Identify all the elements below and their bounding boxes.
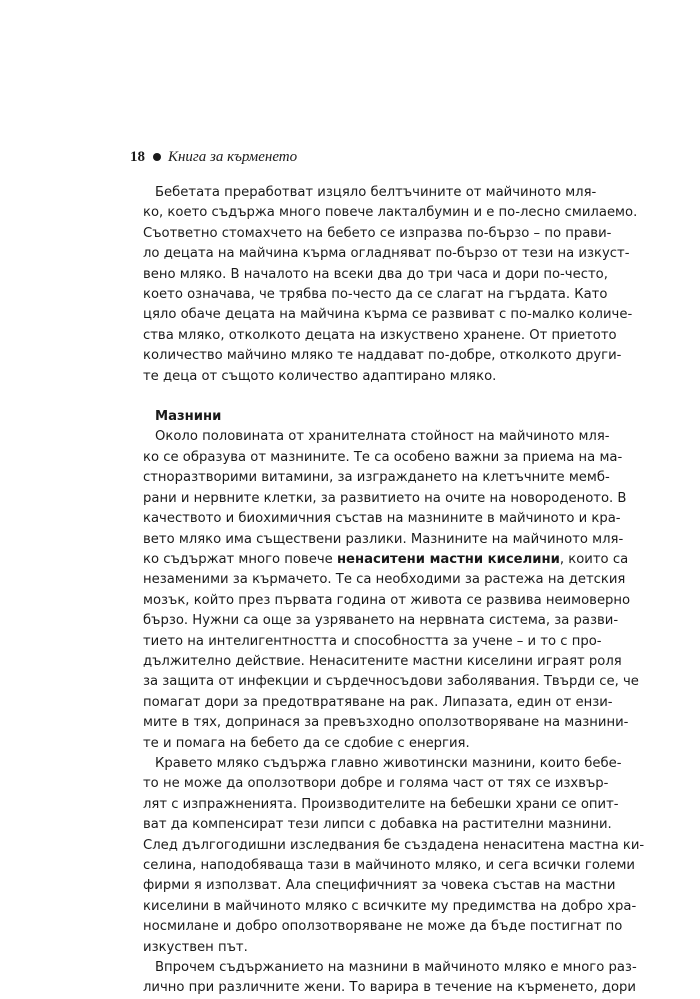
- text-line: бързо. Нужни са още за узряването на нервната система, за разви-: [143, 613, 619, 629]
- text-line: Съответно стомахчето на бебето се изпразва по-бързо – по прави-: [143, 225, 612, 241]
- text-line: незаменими за кърмачето. Те са необходими за растежа на детския: [143, 572, 626, 588]
- text-line: Около половината от хранителната стойност на майчиното мля-: [155, 429, 610, 445]
- text-line: лично при различните жени. То варира в течение на кърменето, дори: [143, 980, 636, 996]
- text-line: мите в тях, допринася за превъзходно оползотворяване на мазнини-: [143, 715, 629, 731]
- text-line: фирми я използват. Ала специфичният за човека състав на мастни: [143, 878, 616, 894]
- text-line: те и помага на бебето да се сдобие с енергия.: [143, 735, 470, 751]
- text-line: помагат дори за предотвратяване на рак. Липазата, един от ензи-: [143, 694, 613, 710]
- text-line: то не може да оползотвори добре и голяма част от тях се изхвър-: [143, 776, 609, 792]
- emphasis-term: ненаситени мастни киселини: [336, 551, 560, 567]
- text-line: лят с изпражненията. Производителите на бебешки храни се опит-: [143, 796, 619, 812]
- paragraph-gap: [143, 387, 575, 407]
- page-header: [130, 147, 297, 167]
- paragraph-variation: [143, 958, 637, 999]
- text-line: ко се образува от мазнините. Те са особено важни за приема на ма-: [143, 449, 623, 465]
- text-line: селина, наподобяваща тази в майчиното мляко, и сега всички големи: [143, 858, 635, 873]
- text-line: ло децата на майчина кърма огладняват по-бързо от тези на изкуст-: [143, 246, 630, 262]
- text-line: тието на интелигентността и способността за учене – и то с про-: [143, 633, 602, 649]
- text-line: ства мляко, отколкото децата на изкуствено хранене. От приетото: [143, 327, 617, 343]
- page-number: 18: [130, 148, 145, 165]
- text-line: качеството и биохимичния състав на мазнините в майчиното и кра-: [143, 511, 621, 527]
- text-line: мозък, който през първата година от живота се развива неимоверно: [143, 592, 631, 608]
- text-line: изкуствен път.: [143, 939, 248, 955]
- text-line: ват да компенсират тези липси с добавка на растителни мазнини.: [143, 817, 612, 833]
- text-line: рани и нервните клетки, за развитието на очите на новороденото. В: [143, 490, 627, 506]
- text-line: вено мляко. В началото на всеки два до три часа и дори по-често,: [143, 266, 608, 282]
- text-line: което означава, че трябва по-често да се слагат на гърдата. Като: [143, 287, 608, 303]
- text-segment: , които са: [559, 551, 629, 567]
- text-line: киселини в майчиното мляко с всичките му предимства на добро хра-: [143, 898, 637, 914]
- text-line: Кравето мляко съдържа главно животински мазнини, които бебе-: [155, 755, 622, 771]
- text-line: дължително действие. Ненаситените мастни киселини играят роля: [143, 653, 622, 669]
- bullet-separator-icon: [153, 153, 161, 161]
- text-line: носмилане и добро оползотворяване не може да бъде постигнат по: [143, 919, 623, 935]
- text-line: количество майчино мляко те наддават по-добре, отколкото други-: [143, 348, 622, 364]
- text-line: те деца от същото количество адаптирано мляко.: [143, 368, 497, 384]
- text-segment: ко съдържат много повече: [143, 551, 337, 567]
- book-title: Книга за кърменето: [168, 148, 298, 165]
- text-line: Впрочем съдържанието на мазнини в майчиното мляко е много раз-: [155, 960, 637, 976]
- text-line: Бебетата преработват изцяло белтъчините от майчиното мля-: [155, 185, 597, 200]
- section-heading: Мазнини: [155, 409, 222, 425]
- text-line: за защита от инфекции и сърдечносъдови заболявания. Твърди се, че: [143, 674, 639, 690]
- paragraph-fats: [143, 427, 639, 754]
- paragraph-cow-milk: [143, 754, 645, 958]
- text-line: стноразтворими витамини, за изграждането на клетъчните мемб-: [143, 470, 610, 486]
- body-text: [143, 183, 645, 999]
- text-line-emphasis: [143, 550, 629, 570]
- text-line: вето мляко има съществени разлики. Мазнините на майчиното мля-: [143, 531, 624, 547]
- text-line: След дългогодишни изследвания бе създадена ненаситена мастна ки-: [143, 837, 645, 853]
- paragraph-proteins: [143, 183, 638, 387]
- text-line: ко, което съдържа много повече лакталбумин и е по-лесно смилаемо.: [143, 205, 638, 221]
- text-line: цяло обаче децата на майчина кърма се развиват с по-малко количе-: [143, 307, 633, 323]
